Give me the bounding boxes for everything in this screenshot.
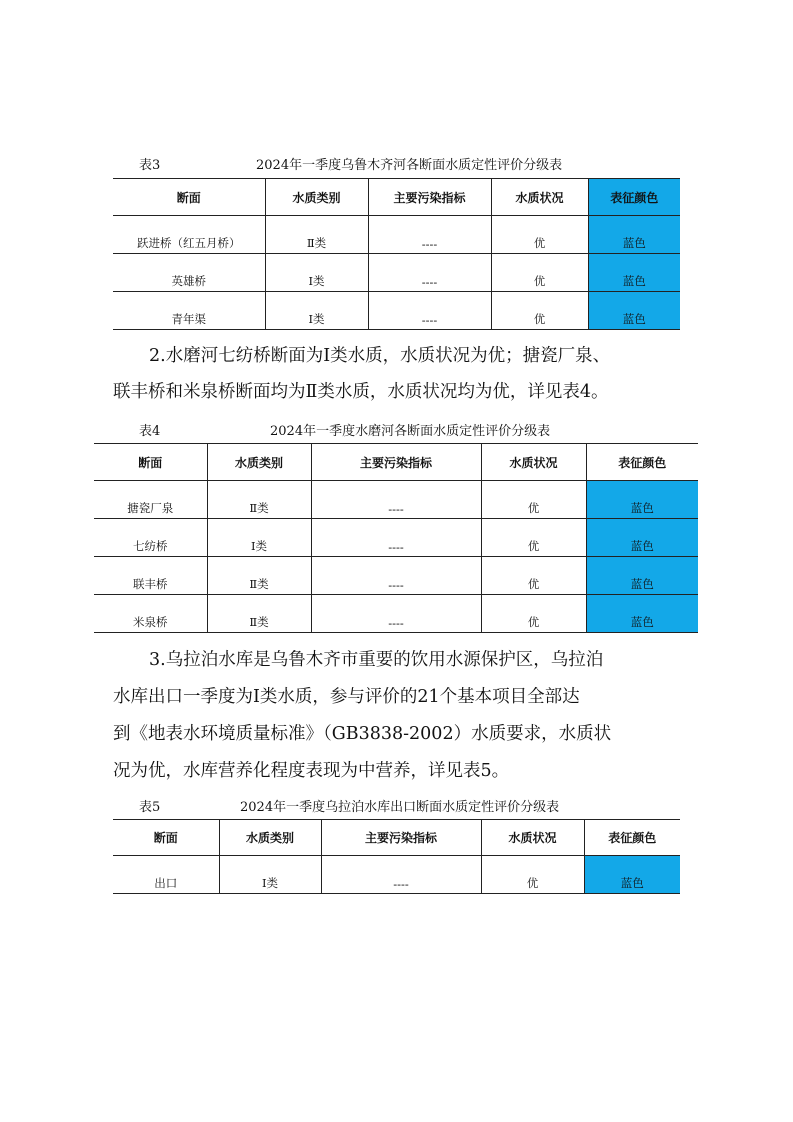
quality-class-cell: Ⅰ类	[219, 856, 321, 894]
section-cell: 搪瓷厂泉	[94, 481, 207, 519]
paragraph-2-line-1: 2.水磨河七纺桥断面为Ⅰ类水质，水质状况为优；搪瓷厂泉、	[149, 346, 611, 366]
table5-header-cell: 水质类别	[219, 820, 321, 856]
table-row	[113, 254, 680, 292]
section-cell: 英雄桥	[113, 254, 265, 292]
color-cell: 蓝色	[588, 254, 680, 292]
table-row	[94, 595, 698, 633]
section-cell: 七纺桥	[94, 519, 207, 557]
color-cell: 蓝色	[588, 292, 680, 330]
table3-number: 表3	[139, 158, 161, 173]
table4-title: 2024年一季度水磨河各断面水质定性评价分级表	[270, 424, 551, 439]
pollutant-cell: ----	[311, 595, 481, 633]
color-cell: 蓝色	[586, 519, 698, 557]
table4-header-cell: 水质状况	[481, 444, 586, 481]
table3-header-cell: 主要污染指标	[368, 179, 491, 216]
quality-class-cell: Ⅱ类	[207, 481, 311, 519]
section-cell: 青年渠	[113, 292, 265, 330]
table3-header-cell: 水质状况	[491, 179, 588, 216]
table4-header-row	[94, 444, 698, 481]
color-cell: 蓝色	[588, 216, 680, 254]
table3-header-cell: 断面	[113, 179, 265, 216]
table5-header-cell: 水质状况	[481, 820, 584, 856]
section-cell: 出口	[113, 856, 219, 894]
paragraph-3-line-2: 水库出口一季度为Ⅰ类水质，参与评价的21个基本项目全部达	[113, 687, 580, 707]
quality-class-cell: Ⅰ类	[207, 519, 311, 557]
color-cell: 蓝色	[586, 481, 698, 519]
quality-class-cell: Ⅰ类	[265, 254, 368, 292]
color-cell: 蓝色	[586, 557, 698, 595]
pollutant-cell: ----	[311, 481, 481, 519]
status-cell: 优	[481, 557, 586, 595]
table-row	[94, 557, 698, 595]
quality-class-cell: Ⅱ类	[265, 216, 368, 254]
table-row	[113, 216, 680, 254]
paragraph-3-line-4: 况为优，水库营养化程度表现为中营养，详见表5。	[113, 761, 510, 781]
section-cell: 跃进桥（红五月桥）	[113, 216, 265, 254]
table4-header-cell: 水质类别	[207, 444, 311, 481]
status-cell: 优	[491, 292, 588, 330]
color-cell: 蓝色	[586, 595, 698, 633]
table3-caption	[139, 158, 679, 174]
paragraph-2-line-2: 联丰桥和米泉桥断面均为Ⅱ类水质，水质状况均为优，详见表4。	[113, 382, 609, 402]
table-row	[94, 481, 698, 519]
table5-header-cell: 主要污染指标	[321, 820, 481, 856]
status-cell: 优	[481, 856, 584, 894]
table4-caption	[139, 424, 679, 440]
status-cell: 优	[491, 216, 588, 254]
quality-class-cell: Ⅱ类	[207, 595, 311, 633]
pollutant-cell: ----	[311, 557, 481, 595]
table5-caption	[139, 800, 679, 816]
quality-class-cell: Ⅰ类	[265, 292, 368, 330]
paragraph-3-line-1: 3.乌拉泊水库是乌鲁木齐市重要的饮用水源保护区，乌拉泊	[149, 650, 604, 670]
table-row	[94, 519, 698, 557]
table4-header-cell: 断面	[94, 444, 207, 481]
table5	[113, 819, 680, 894]
status-cell: 优	[481, 595, 586, 633]
pollutant-cell: ----	[321, 856, 481, 894]
table3-header-row	[113, 179, 680, 216]
pollutant-cell: ----	[311, 519, 481, 557]
table-row	[113, 856, 680, 894]
table4-header-cell: 主要污染指标	[311, 444, 481, 481]
pollutant-cell: ----	[368, 292, 491, 330]
table-row	[113, 292, 680, 330]
table4	[94, 443, 698, 633]
pollutant-cell: ----	[368, 216, 491, 254]
status-cell: 优	[481, 519, 586, 557]
table3-title: 2024年一季度乌鲁木齐河各断面水质定性评价分级表	[256, 158, 563, 173]
table3-header-cell: 水质类别	[265, 179, 368, 216]
table3-header-cell: 表征颜色	[588, 179, 680, 216]
table5-title: 2024年一季度乌拉泊水库出口断面水质定性评价分级表	[240, 800, 560, 815]
quality-class-cell: Ⅱ类	[207, 557, 311, 595]
table3	[113, 178, 680, 330]
paragraph-3-line-3: 到《地表水环境质量标准》（GB3838-2002）水质要求，水质状	[113, 724, 612, 744]
color-cell: 蓝色	[584, 856, 680, 894]
status-cell: 优	[481, 481, 586, 519]
section-cell: 联丰桥	[94, 557, 207, 595]
table5-header-cell: 断面	[113, 820, 219, 856]
table4-number: 表4	[139, 424, 161, 439]
table5-header-row	[113, 820, 680, 856]
table5-number: 表5	[139, 800, 161, 815]
status-cell: 优	[491, 254, 588, 292]
pollutant-cell: ----	[368, 254, 491, 292]
table4-header-cell: 表征颜色	[586, 444, 698, 481]
section-cell: 米泉桥	[94, 595, 207, 633]
table5-header-cell: 表征颜色	[584, 820, 680, 856]
